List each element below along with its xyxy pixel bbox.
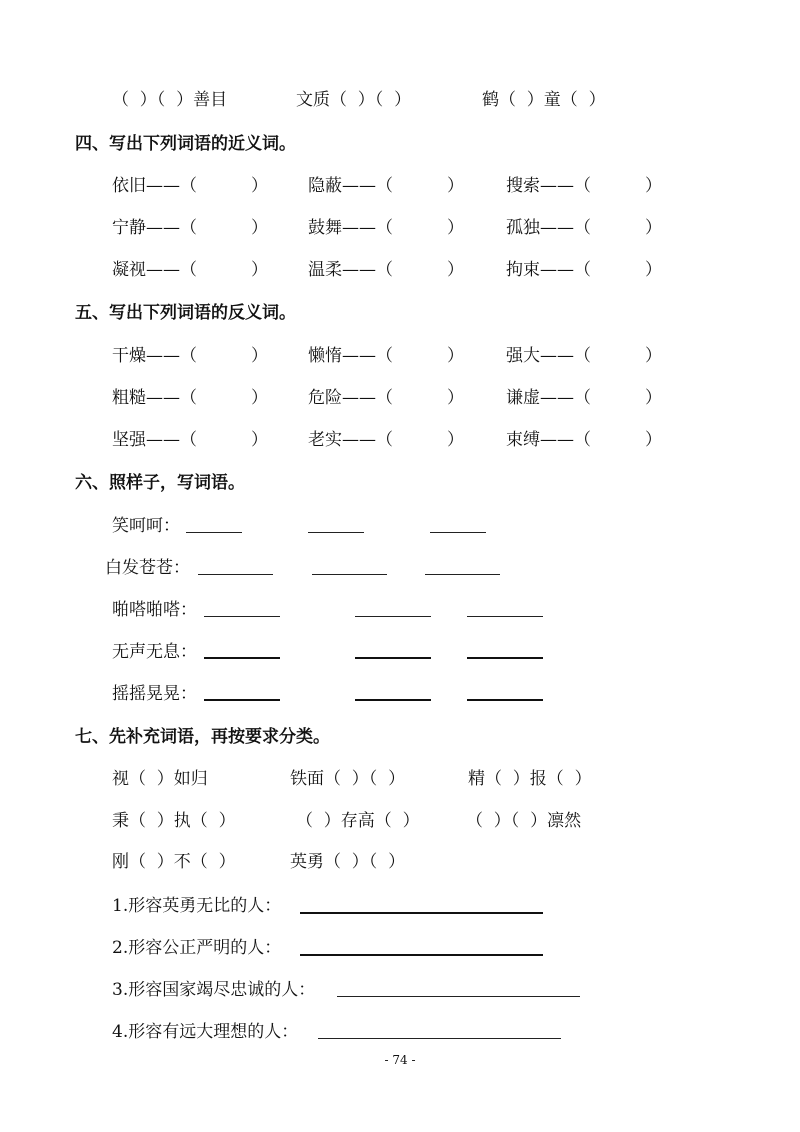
section5-item: 坚强——（ ）	[112, 430, 269, 450]
classify-question: 1.形容英勇无比的人：	[112, 896, 282, 916]
section4-item: 鼓舞——（ ）	[308, 218, 465, 238]
answer-blank[interactable]	[204, 699, 280, 701]
section4-item: 宁静——（ ）	[112, 218, 269, 238]
section5-item: 粗糙——（ ）	[112, 388, 269, 408]
answer-blank[interactable]	[300, 954, 543, 956]
section5-item: 干燥——（ ）	[112, 346, 269, 366]
section4-item: 拘束——（ ）	[506, 260, 663, 280]
answer-blank[interactable]	[467, 616, 543, 617]
idiom-fill: 秉（ ）执（ ）	[112, 811, 236, 831]
section5-item: 束缚——（ ）	[506, 430, 663, 450]
top-idiom-2: 文质（ ）（ ）	[296, 90, 412, 110]
answer-blank[interactable]	[198, 574, 273, 575]
answer-blank[interactable]	[300, 912, 543, 914]
answer-blank[interactable]	[355, 657, 431, 659]
answer-blank[interactable]	[312, 574, 387, 575]
pattern-label: 白发苍苍：	[105, 558, 190, 578]
pattern-label: 啪嗒啪嗒：	[112, 600, 197, 620]
answer-blank[interactable]	[430, 532, 486, 533]
section4-item: 依旧——（ ）	[112, 176, 269, 196]
idiom-fill: 视（ ）如归	[112, 769, 208, 789]
answer-blank[interactable]	[425, 574, 500, 575]
page-number: - 74 -	[384, 1053, 416, 1067]
answer-blank[interactable]	[204, 657, 280, 659]
section5-item: 危险——（ ）	[308, 388, 465, 408]
classify-question: 2.形容公正严明的人：	[112, 938, 282, 958]
answer-blank[interactable]	[186, 532, 242, 533]
idiom-fill: 英勇（ ）（ ）	[290, 852, 406, 872]
classify-question: 4.形容有远大理想的人：	[112, 1022, 299, 1042]
idiom-fill: 精（ ）报（ ）	[468, 769, 592, 789]
answer-blank[interactable]	[355, 699, 431, 701]
section5-item: 强大——（ ）	[506, 346, 663, 366]
section4-item: 温柔——（ ）	[308, 260, 465, 280]
section5-item: 谦虚——（ ）	[506, 388, 663, 408]
answer-blank[interactable]	[318, 1038, 561, 1039]
pattern-label: 无声无息：	[112, 642, 197, 662]
top-idiom-3: 鹤（ ）童（ ）	[482, 90, 606, 110]
answer-blank[interactable]	[467, 699, 543, 701]
section4-heading: 四、写出下列词语的近义词。	[75, 134, 296, 154]
section5-item: 懒惰——（ ）	[308, 346, 465, 366]
pattern-label: 摇摇晃晃：	[112, 684, 197, 704]
section7-heading: 七、先补充词语，再按要求分类。	[75, 727, 330, 747]
section5-item: 老实——（ ）	[308, 430, 465, 450]
answer-blank[interactable]	[355, 616, 431, 617]
section4-item: 隐蔽——（ ）	[308, 176, 465, 196]
idiom-fill: 刚（ ）不（ ）	[112, 852, 236, 872]
section5-heading: 五、写出下列词语的反义词。	[75, 303, 296, 323]
idiom-fill: （ ）存高（ ）	[296, 811, 420, 831]
idiom-fill: （ ）（ ）凛然	[466, 811, 582, 831]
section4-item: 孤独——（ ）	[506, 218, 663, 238]
idiom-fill: 铁面（ ）（ ）	[290, 769, 406, 789]
answer-blank[interactable]	[337, 996, 580, 997]
classify-question: 3.形容国家竭尽忠诚的人：	[112, 980, 316, 1000]
section4-item: 凝视——（ ）	[112, 260, 269, 280]
pattern-label: 笑呵呵：	[112, 516, 180, 536]
answer-blank[interactable]	[204, 616, 280, 617]
section6-heading: 六、照样子，写词语。	[75, 473, 245, 493]
section4-item: 搜索——（ ）	[506, 176, 663, 196]
answer-blank[interactable]	[467, 657, 543, 659]
answer-blank[interactable]	[308, 532, 364, 533]
top-idiom-1: （ ）（ ）善目	[112, 90, 228, 110]
